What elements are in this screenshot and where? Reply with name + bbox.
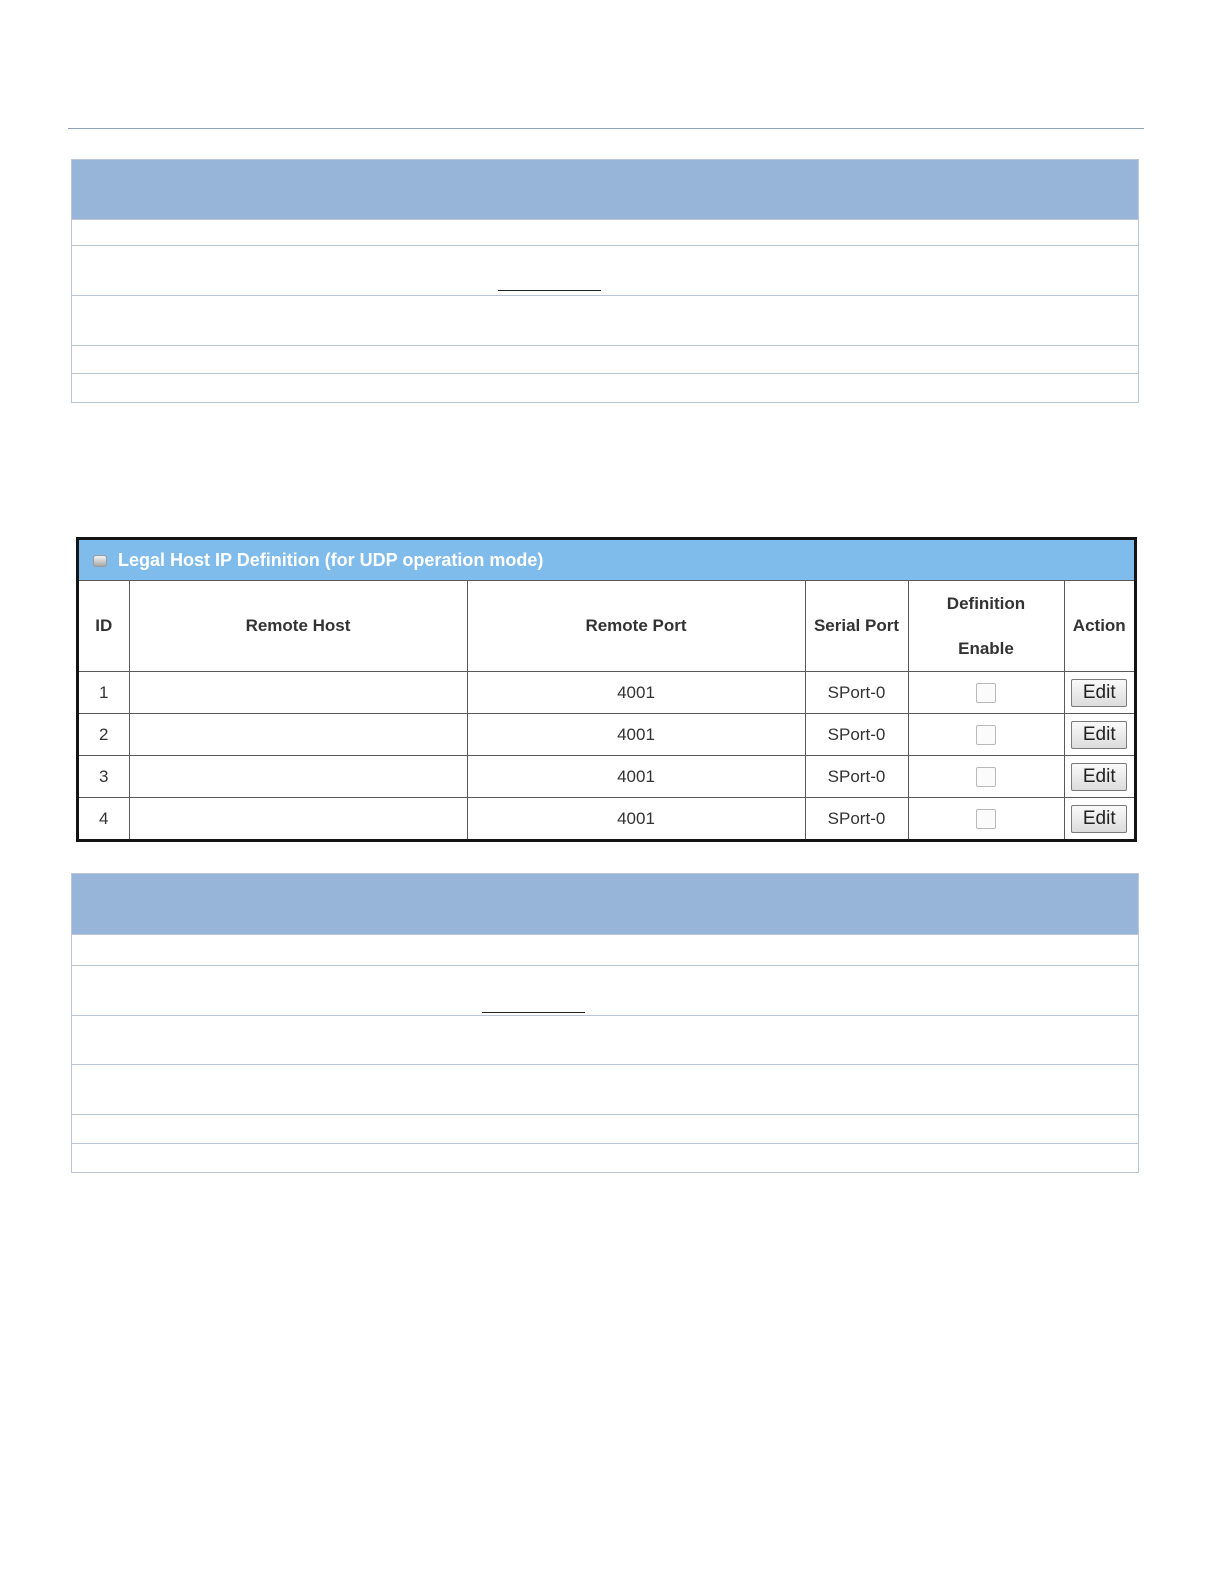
row-remote-port: 4001: [467, 714, 805, 756]
spec-row: [72, 935, 1139, 966]
enable-checkbox[interactable]: [976, 809, 996, 829]
spec-row: [72, 966, 1139, 1016]
row-serial-port: SPort-0: [805, 672, 908, 714]
row-enable-cell: [908, 672, 1064, 714]
row-remote-port: 4001: [467, 756, 805, 798]
enable-checkbox[interactable]: [976, 767, 996, 787]
spec-row: [72, 374, 1139, 403]
spec-table-upper-header: [72, 160, 1139, 220]
row-remote-host: [129, 756, 467, 798]
edit-button[interactable]: Edit: [1071, 679, 1127, 707]
spec-row: [72, 1144, 1139, 1173]
legal-host-table: [79, 580, 1134, 839]
col-header-definition-enable: [908, 581, 1064, 672]
spec-table-lower: [71, 873, 1139, 1173]
col-header-remote-port: Remote Port: [467, 581, 805, 672]
spec-table-upper: [71, 159, 1139, 403]
col-header-definition-line2: Enable: [958, 639, 1014, 658]
top-rule: [68, 128, 1144, 129]
spec-table-lower-header: [72, 874, 1139, 935]
spec-row: [72, 346, 1139, 374]
table-row: [79, 672, 1134, 714]
row-remote-host: [129, 798, 467, 840]
row-remote-port: 4001: [467, 672, 805, 714]
col-header-definition-line1: Definition: [946, 594, 1026, 613]
row-action-cell: [1064, 672, 1134, 714]
table-header-row: [79, 581, 1134, 672]
legal-host-panel: [76, 537, 1137, 842]
edit-button[interactable]: Edit: [1071, 763, 1127, 791]
table-row: [79, 756, 1134, 798]
row-enable-cell: [908, 756, 1064, 798]
edit-button[interactable]: Edit: [1071, 805, 1127, 833]
col-header-remote-host: Remote Host: [129, 581, 467, 672]
spec-row: [72, 246, 1139, 296]
row-id: 1: [79, 672, 129, 714]
spec-row: [72, 220, 1139, 246]
col-header-id: ID: [79, 581, 129, 672]
panel-title: Legal Host IP Definition (for UDP operation mode): [118, 549, 544, 570]
row-action-cell: [1064, 798, 1134, 840]
row-id: 4: [79, 798, 129, 840]
table-row: [79, 798, 1134, 840]
col-header-action: Action: [1064, 581, 1134, 672]
edit-button[interactable]: Edit: [1071, 721, 1127, 749]
spec-row: [72, 1065, 1139, 1115]
enable-checkbox[interactable]: [976, 683, 996, 703]
row-id: 3: [79, 756, 129, 798]
row-serial-port: SPort-0: [805, 756, 908, 798]
row-action-cell: [1064, 756, 1134, 798]
table-row: [79, 714, 1134, 756]
spec-row: [72, 296, 1139, 346]
row-enable-cell: [908, 714, 1064, 756]
row-action-cell: [1064, 714, 1134, 756]
row-remote-port: 4001: [467, 798, 805, 840]
row-serial-port: SPort-0: [805, 798, 908, 840]
underline-mark: [498, 290, 601, 291]
spec-row: [72, 1016, 1139, 1065]
row-id: 2: [79, 714, 129, 756]
col-header-serial-port: Serial Port: [805, 581, 908, 672]
row-enable-cell: [908, 798, 1064, 840]
enable-checkbox[interactable]: [976, 725, 996, 745]
underline-mark: [482, 1012, 585, 1013]
panel-title-bar: [79, 540, 1134, 580]
spec-row: [72, 1115, 1139, 1144]
row-remote-host: [129, 672, 467, 714]
row-serial-port: SPort-0: [805, 714, 908, 756]
bullet-icon: [93, 555, 107, 567]
row-remote-host: [129, 714, 467, 756]
